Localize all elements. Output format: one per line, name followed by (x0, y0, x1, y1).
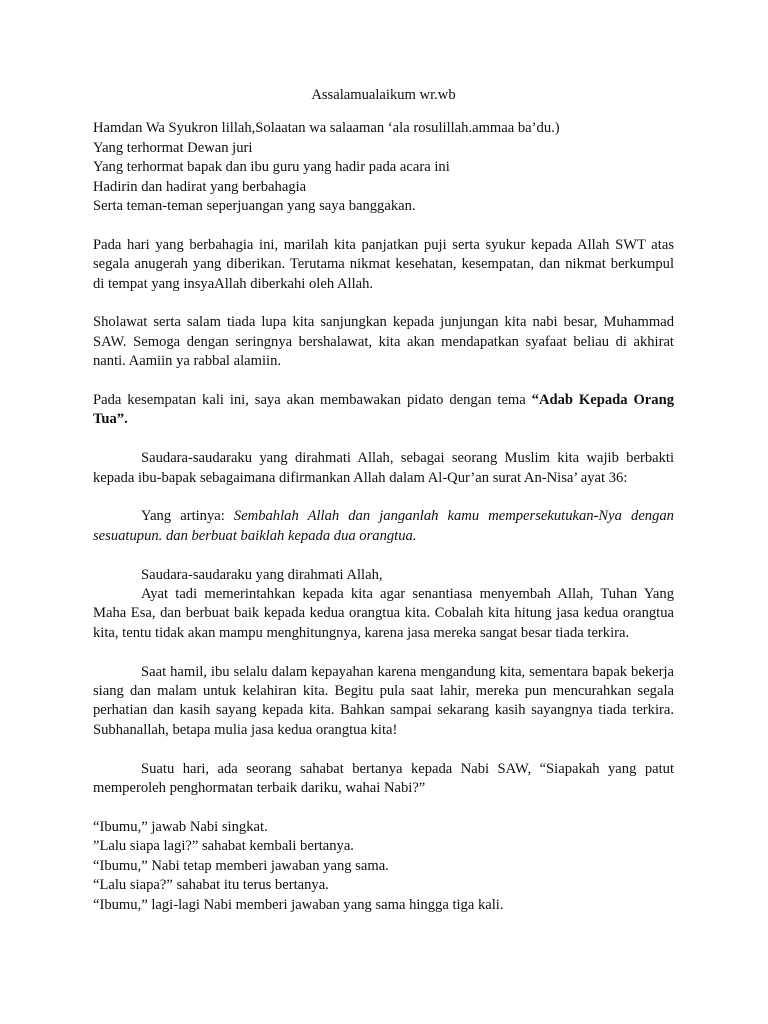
paragraph-meaning (93, 507, 674, 546)
greeting-line: Hamdan Wa Syukron lillah,Solaatan wa salaaman ‘ala rosulillah.ammaa ba’du.) (93, 120, 560, 137)
dialogue-line: “Ibumu,” Nabi tetap memberi jawaban yang sama. (93, 857, 389, 874)
greeting-line: Yang terhormat Dewan juri (93, 139, 253, 156)
meaning-label: Yang artinya: (141, 508, 234, 525)
document-page (93, 86, 674, 915)
address-line: Saudara-saudaraku yang dirahmati Allah, (141, 566, 383, 583)
paragraph-praise: Pada hari yang berbahagia ini, marilah kita panjatkan puji serta syukur kepada Allah SWT atas segala anugerah yang diberikan. Terutama nikmat kesehatan, kesempatan, dan nikmat berkumpul di tempat yang insyaAllah diberkahi oleh Allah. (93, 236, 674, 292)
greeting-line: Serta teman-teman seperjuangan yang saya banggakan. (93, 198, 416, 215)
dialogue-line: “Ibumu,” jawab Nabi singkat. (93, 818, 268, 835)
dialogue-line: ”Lalu siapa lagi?” sahabat kembali bertanya. (93, 838, 354, 855)
paragraph-sholawat: Sholawat serta salam tiada lupa kita sanjungkan kepada junjungan kita nabi besar, Muhammad SAW. Semoga dengan seringnya bershalawat, kita akan mendapatkan syafaat beliau di akhirat nanti. Aamiin ya rabbal alamiin. (93, 314, 674, 370)
greetings-block (93, 119, 674, 216)
greeting-line: Yang terhormat bapak dan ibu guru yang hadir pada acara ini (93, 159, 450, 176)
dialogue-block (93, 818, 674, 915)
theme-title: “Adab Kepada Orang Tua”. (93, 392, 674, 428)
document-title: Assalamualaikum wr.wb (311, 87, 456, 103)
meaning-text: Sembahlah Allah dan janganlah kamu mempersekutukan-Nya dengan sesuatupun. dan berbuat baiklah kepada dua orangtua. (93, 508, 674, 544)
paragraph-verse: Ayat tadi memerintahkan kepada kita agar senantiasa menyembah Allah, Tuhan Yang Maha Esa, dan berbuat baik kepada kedua orangtua kita. Cobalah kita hitung jasa kedua orangtua kita, tentu tidak akan mampu menghitungnya, karena jasa mereka sangat besar tiada terkira. (93, 586, 674, 641)
dialogue-line: “Ibumu,” lagi-lagi Nabi memberi jawaban yang sama hingga tiga kali. (93, 896, 504, 913)
theme-intro: Pada kesempatan kali ini, saya akan membawakan pidato dengan tema (93, 392, 532, 409)
dialogue-line: “Lalu siapa?” sahabat itu terus bertanya. (93, 877, 329, 894)
paragraph-mother: Saat hamil, ibu selalu dalam kepayahan karena mengandung kita, sementara bapak bekerja siang dan malam untuk kelahiran kita. Begitu pula saat lahir, mereka pun mencurahkan segala perhatian dan kasih sayang kepada kita. Bahkan sampai sekarang kasih sayangnya tiada terkira. Subhanallah, betapa mulia jasa kedua orangtua kita! (93, 663, 674, 738)
greeting-line: Hadirin dan hadirat yang berbahagia (93, 178, 307, 195)
paragraph-story: Suatu hari, ada seorang sahabat bertanya kepada Nabi SAW, “Siapakah yang patut memperoleh penghormatan terbaik dariku, wahai Nabi?” (93, 760, 674, 797)
paragraph-duty: Saudara-saudaraku yang dirahmati Allah, sebagai seorang Muslim kita wajib berbakti kepada ibu-bapak sebagaimana difirmankan Allah dalam Al-Qur’an surat An-Nisa’ ayat 36: (93, 450, 674, 486)
paragraph-theme (93, 391, 674, 430)
